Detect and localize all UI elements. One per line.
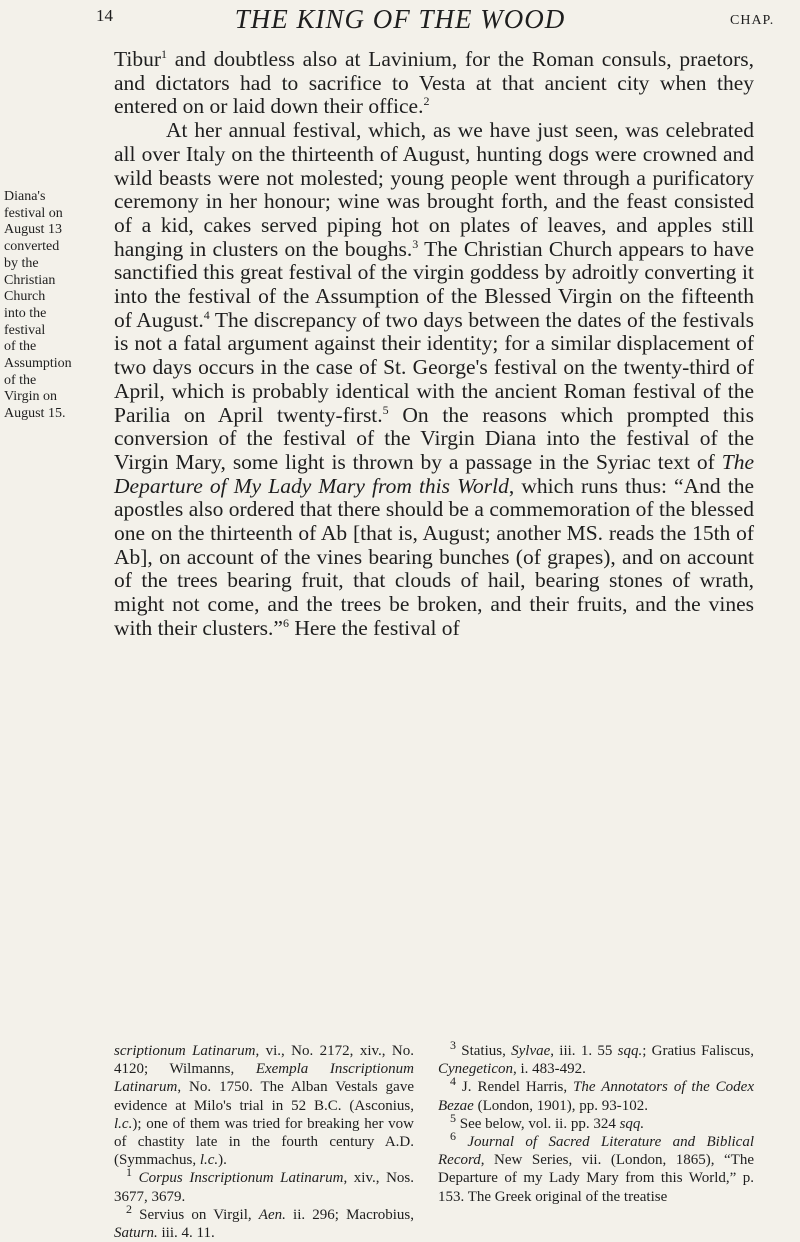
work-title: Cynegeticon [438, 1061, 513, 1078]
text-run [456, 1134, 467, 1150]
sidenote-line: Virgin on [4, 389, 57, 405]
text-run: , iii. 1. 55 [550, 1043, 618, 1059]
footnote-number: 3 [450, 1038, 456, 1052]
main-text [114, 48, 754, 641]
text-run: , No. 1750. The Alban Vestals gave evidence at Milo's trial in 52 B.C. (Asconius, [114, 1079, 414, 1114]
sidenote-line: of the [4, 339, 37, 355]
chapter-label: CHAP. [730, 13, 775, 28]
work-title: The Departure of My Lady Mary from this World [114, 449, 754, 498]
footnotes-left-column [114, 1042, 414, 1242]
work-title: Corpus Inscriptionum Latinarum [138, 1170, 344, 1187]
work-title: sqq. [617, 1043, 643, 1059]
footnote-ref: 4 [203, 307, 210, 322]
text-run: Servius on Virgil, [132, 1206, 259, 1223]
text-run: Statius, [456, 1043, 512, 1059]
sidenote-line: converted [4, 239, 60, 255]
footnotes-right-column [438, 1038, 755, 1206]
text-run: At her annual festival, which, as we have just seen, was celebrated all over Italy on the thirteenth of August, hunting dogs were crowned and wild beasts were not molested; young people went through a purificatory ceremony in her honour; wine was brought forth, and the feast consisted of a kid, cakes served piping hot on plates of leaves, and apples still hanging in clusters on the boughs. [114, 118, 754, 261]
sidenote-line: festival on [4, 205, 63, 221]
footnote-3 [438, 1038, 755, 1078]
sidenote-line: Christian [4, 272, 56, 288]
text-run [132, 1170, 139, 1186]
footnote-number: 1 [126, 1165, 132, 1180]
sidenote-line: Church [4, 289, 46, 305]
text-run: (London, 1901), pp. 93-102. [473, 1097, 648, 1114]
footnote-continuation [114, 1042, 414, 1169]
sidenote-line: August 15. [4, 406, 66, 422]
work-title: Journal of Sacred Literature and Biblical Record [438, 1134, 754, 1169]
footnote-ref: 5 [382, 402, 389, 417]
work-title: Aen. [258, 1206, 286, 1223]
work-title: Saturn. [114, 1225, 158, 1242]
footnote-6 [438, 1129, 754, 1206]
footnote-2 [114, 1201, 414, 1242]
footnote-ref: 3 [412, 236, 419, 251]
footnote-1 [114, 1165, 414, 1205]
work-title: Exempla Inscriptionum Latinarum [114, 1061, 415, 1096]
text-run: , New Series, vii. (London, 1865), “The Departure of my Lady Mary from this World,” p. 153. The Greek original of the treatise [438, 1152, 754, 1205]
page-number: 14 [96, 6, 113, 25]
text-run: ii. 296; Macrobius, [285, 1206, 414, 1223]
work-title: sqq. [619, 1115, 645, 1132]
footnote-4 [438, 1074, 754, 1114]
text-run: ; Gratius Faliscus, [642, 1043, 755, 1059]
sidenote-line: by the [4, 255, 39, 271]
text-run: , i. 483-492. [512, 1061, 586, 1078]
sidenote-line: Diana's [4, 189, 46, 204]
running-title: THE KING OF THE WOOD [234, 4, 566, 34]
footnote-ref: 6 [282, 615, 289, 630]
text-run: See below, vol. ii. pp. 324 [456, 1115, 620, 1132]
text-run: , vi., No. 2172, xiv., No. 4120; Wilmanns, [114, 1043, 415, 1078]
text-run: , which runs thus: “And the apostles also ordered that there should be a commemoration of the blessed one on the thirteenth of Ab [that is, August; another MS. reads the 15th of Ab], on account of the vines bearing bunches (of grapes), and on account of the trees bearing fruit, that clouds of hail, bearing stones of wrath, might not come, and the trees be broken, and their fruits, and the vines with their clusters.” [114, 473, 754, 640]
work-title: Sylvae [511, 1043, 551, 1059]
footnote-ref: 2 [423, 94, 430, 109]
text-run: Tibur [114, 47, 162, 71]
marginal-note [4, 189, 96, 423]
text-run: The discrepancy of two days between the dates of the festivals is not a fatal argument against their identity; for a similar displacement of two days occurs in the case of St. George's festival on the twenty-third of April, which is probably identical with the ancient Roman festival of the Parilia on April twenty-first. [114, 307, 754, 427]
paragraph-1 [114, 48, 754, 119]
text-run: On the reasons which prompted this conversion of the festival of the Virgin Diana into the festival of the Virgin Mary, some light is thrown by a passage in the Syriac text of [114, 402, 754, 474]
text-run: The Christian Church appears to have sanctified this great festival of the virgin goddess by adroitly converting it into the festival of the Assumption of the Blessed Virgin on the fifteenth of August. [114, 236, 754, 332]
sidenote-line: Assumption [4, 356, 72, 372]
work-title: scriptionum Latinarum [114, 1043, 256, 1059]
text-run: iii. 4. 11. [157, 1225, 215, 1242]
work-title: The Annotators of the Codex Bezae [438, 1079, 754, 1114]
sidenote-line: festival [4, 322, 46, 338]
footnote-number: 6 [450, 1129, 456, 1144]
text-run: , xiv., Nos. 3677, 3679. [114, 1170, 414, 1205]
footnote-number: 2 [126, 1201, 132, 1216]
footnote-5 [438, 1110, 754, 1133]
work-title: l.c. [114, 1115, 133, 1132]
paragraph-2 [114, 119, 754, 640]
text-run: J. Rendel Harris, [456, 1079, 574, 1096]
footnote-number: 4 [450, 1074, 456, 1089]
work-title: l.c. [199, 1152, 219, 1169]
sidenote-line: into the [4, 305, 47, 321]
sidenote-line: of the [4, 372, 37, 388]
text-run: Here the festival of [288, 615, 460, 640]
sidenote-line: August 13 [4, 222, 62, 238]
text-run: ). [218, 1152, 227, 1169]
text-run: and doubtless also at Lavinium, for the Roman consuls, praetors, and dictators had to sacrifice to Vesta at that ancient city when they entered on or laid down their office. [114, 47, 754, 119]
text-run: ); one of them was tried for breaking her vow of chastity late in the fourth century A.D. (Symmachus, [114, 1115, 414, 1169]
footnote-ref: 1 [161, 46, 168, 61]
footnote-number: 5 [450, 1110, 456, 1125]
